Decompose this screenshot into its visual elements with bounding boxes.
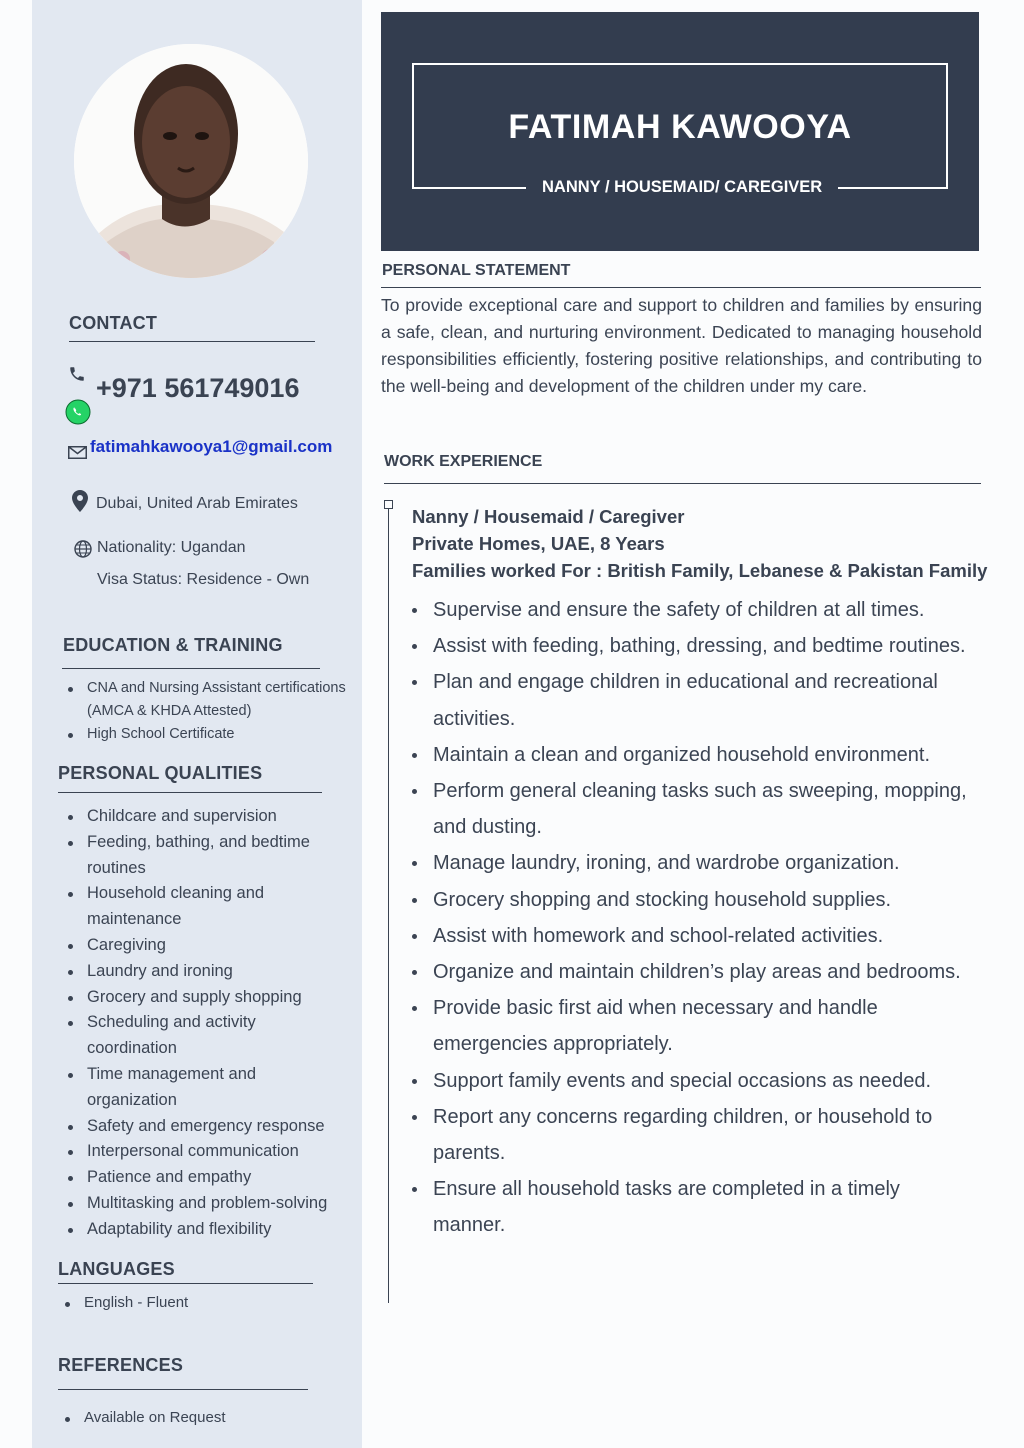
list-item: Organize and maintain children’s play areas and bedrooms. (412, 954, 972, 990)
timeline-line (388, 508, 389, 1303)
list-item: Assist with homework and school-related activities. (412, 918, 972, 954)
contact-divider (69, 341, 315, 342)
list-item: Caregiving (58, 933, 348, 959)
location-pin-icon (72, 490, 88, 512)
references-divider (58, 1389, 308, 1390)
list-item: Safety and emergency response (58, 1114, 348, 1140)
header-frame (412, 63, 948, 189)
contact-heading: CONTACT (69, 313, 158, 333)
references-heading: REFERENCES (58, 1355, 184, 1375)
job-details (412, 503, 987, 584)
list-item: Adaptability and flexibility (58, 1217, 348, 1243)
globe-icon (74, 540, 92, 558)
whatsapp-icon[interactable] (65, 399, 91, 425)
list-item: Time management and organization (58, 1062, 348, 1114)
list-item: Maintain a clean and organized household environment. (412, 737, 972, 773)
list-item: Patience and empathy (58, 1165, 348, 1191)
candidate-name: FATIMAH KAWOOYA (508, 108, 852, 146)
list-item: Grocery shopping and stocking household supplies. (412, 882, 972, 918)
phone-number[interactable]: +971 561749016 (96, 373, 300, 403)
experience-heading: WORK EXPERIENCE (384, 453, 543, 470)
statement-heading: PERSONAL STATEMENT (382, 262, 571, 279)
list-item: High School Certificate (58, 723, 363, 746)
education-heading: EDUCATION & TRAINING (63, 635, 283, 655)
qualities-heading: PERSONAL QUALITIES (58, 763, 263, 783)
list-item: Interpersonal communication (58, 1139, 348, 1165)
list-item: Childcare and supervision (58, 804, 348, 830)
list-item: Support family events and special occasions as needed. (412, 1063, 972, 1099)
name-header (381, 12, 979, 251)
phone-icon (68, 365, 86, 383)
job-title: NANNY / HOUSEMAID/ CAREGIVER (526, 178, 838, 197)
email-link[interactable]: fatimahkawooya1@gmail.com (90, 437, 333, 456)
job-employer: Private Homes, UAE, 8 Years (412, 533, 665, 554)
location-text: Dubai, United Arab Emirates (96, 495, 298, 512)
education-list (58, 677, 363, 746)
profile-photo (74, 44, 308, 278)
list-item: Feeding, bathing, and bedtime routines (58, 830, 348, 882)
experience-divider (384, 483, 981, 484)
qualities-list (58, 804, 348, 1243)
references-list (58, 1409, 226, 1426)
list-item: Ensure all household tasks are completed in a timely manner. (412, 1171, 972, 1243)
list-item: Manage laundry, ironing, and wardrobe organization. (412, 845, 972, 881)
timeline-marker (384, 500, 393, 509)
list-item: CNA and Nursing Assistant certifications (AMCA & KHDA Attested) (58, 677, 363, 723)
list-item: Multitasking and problem-solving (58, 1191, 348, 1217)
languages-list (58, 1294, 188, 1311)
duties-list (412, 592, 972, 1244)
visa-status-text: Visa Status: Residence - Own (97, 571, 310, 588)
languages-heading: LANGUAGES (58, 1259, 175, 1279)
list-item: Supervise and ensure the safety of children at all times. (412, 592, 972, 628)
list-item: Perform general cleaning tasks such as sweeping, mopping, and dusting. (412, 773, 972, 845)
list-item: Provide basic first aid when necessary and handle emergencies appropriately. (412, 990, 972, 1062)
education-divider (62, 668, 320, 669)
personal-statement: To provide exceptional care and support to children and families by ensuring a safe, clean, and nurturing environment. Dedicated to managing household responsibilities efficiently, fostering positive relationships, and contributing to the well-being and development of the children under my care. (381, 295, 982, 396)
list-item: Grocery and supply shopping (58, 985, 348, 1011)
nationality-text: Nationality: Ugandan (97, 539, 246, 556)
list-item: Assist with feeding, bathing, dressing, and bedtime routines. (412, 628, 972, 664)
list-item: Plan and engage children in educational and recreational activities. (412, 664, 972, 736)
list-item: Laundry and ironing (58, 959, 348, 985)
list-item: English - Fluent (58, 1294, 188, 1311)
job-role: Nanny / Housemaid / Caregiver (412, 506, 685, 527)
job-families: Families worked For : British Family, Lebanese & Pakistan Family (412, 560, 988, 581)
list-item: Report any concerns regarding children, or household to parents. (412, 1099, 972, 1171)
list-item: Available on Request (58, 1409, 226, 1426)
statement-divider (381, 287, 981, 288)
mail-icon (68, 446, 87, 459)
languages-divider (58, 1283, 313, 1284)
list-item: Scheduling and activity coordination (58, 1010, 348, 1062)
qualities-divider (58, 792, 322, 793)
list-item: Household cleaning and maintenance (58, 881, 348, 933)
